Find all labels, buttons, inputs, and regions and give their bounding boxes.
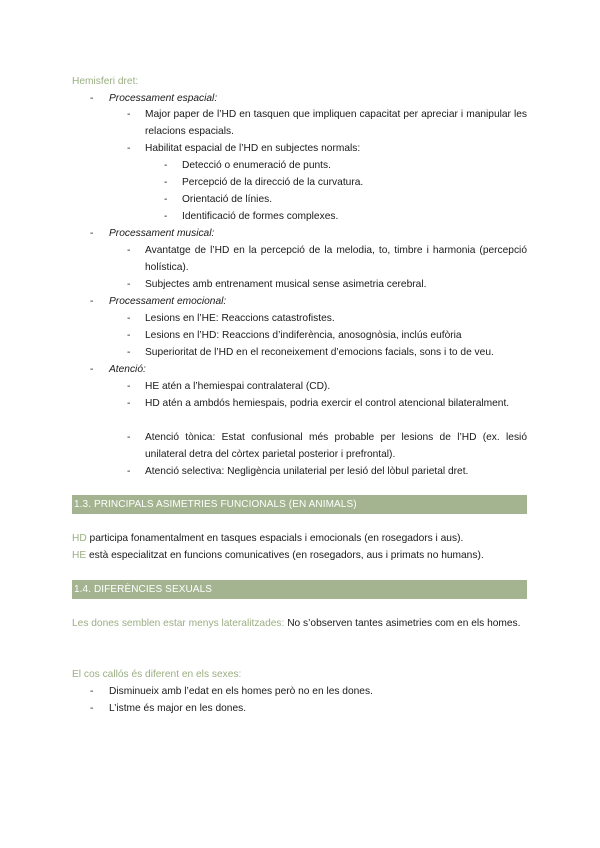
musical-item-2: Subjectes amb entrenament musical sense asimetria cerebral. [145,279,427,290]
lateralization-lead: Les dones semblen estar menys lateralitzades: [72,618,285,629]
attention-item-3: Atenció tònica: Estat confusional més probable per lesions de l’HD (ex. lesió unilateral detra del còrtex parietal posterior i prefrontal). [145,432,527,460]
animal-asymmetry-line-1 [72,532,463,545]
bullet-dash: - [90,703,94,714]
spatial-item-1: Major paper de l’HD en tasquen que impliquen capacitat per apreciar i manipular les relacions espacials. [145,109,527,137]
bullet-dash: - [127,143,131,154]
musical-item-1: Avantatge de l’HD en la percepció de la melodia, to, timbre i harmonia (percepció holística). [145,245,527,273]
hd-abbrev: HD [72,533,87,544]
emotional-item: Superioritat de l’HD en el reconeixement d’emocions facials, sons i to de veu. [145,347,494,358]
attention-item-1: HE atén a l’hemiespai contralateral (CD). [145,381,331,392]
emotional-item: Lesions en l’HD: Reaccions d’indiferència, anosognòsia, inclús eufòria [145,330,462,341]
attention-label: Atenció: [109,364,146,375]
section-heading-right-hemisphere: Hemisferi dret: [72,76,139,87]
spatial-processing-label: Processament espacial: [109,93,218,104]
bullet-dash: - [127,432,131,443]
bullet-dash: - [164,177,168,188]
musical-processing-label: Processament musical: [109,228,215,239]
hd-description: participa fonamentalment en tasques espacials i emocionals (en rosegadors i aus). [86,533,464,544]
bullet-dash: - [127,466,131,477]
lateralization-text: No s’observen tantes asimetries com en els homes. [284,618,521,629]
sex-differences-paragraph [72,615,527,632]
animal-asymmetry-line-2 [72,549,484,562]
bullet-dash: - [127,347,131,358]
he-description: està especialitzat en funcions comunicatives (en rosegadors, aus i primats no humans). [86,550,484,561]
emotional-item: Lesions en l’HE: Reaccions catastrofistes. [145,313,335,324]
section-bar-1-4: 1.4. DIFERÈNCIES SEXUALS [72,580,527,599]
bullet-dash: - [127,381,131,392]
emotional-processing-label: Processament emocional: [109,296,227,307]
bullet-dash: - [127,330,131,341]
bullet-dash: - [90,296,94,307]
bullet-dash: - [164,160,168,171]
bullet-dash: - [90,364,94,375]
bullet-dash: - [90,93,94,104]
spatial-subitem: Identificació de formes complexes. [182,211,339,222]
attention-item-4: Atenció selectiva: Negligència unilaterial per lesió del lòbul parietal dret. [145,466,469,477]
bullet-dash: - [90,228,94,239]
spatial-subitem: Percepció de la direcció de la curvatura. [182,177,364,188]
attention-item-2: HD atén a ambdós hemiespais, podria exercir el control atencional bilateralment. [145,398,510,409]
bullet-dash: - [127,245,131,256]
bullet-dash: - [127,313,131,324]
callosum-item: L’istme és major en les dones. [109,703,247,714]
bullet-dash: - [90,686,94,697]
bullet-dash: - [127,398,131,409]
bullet-dash: - [164,194,168,205]
callosum-item: Disminueix amb l’edat en els homes però no en les dones. [109,686,373,697]
section-bar-1-3: 1.3. PRINCIPALS ASIMETRIES FUNCIONALS (EN ANIMALS) [72,495,527,514]
spatial-subitem: Orientació de línies. [182,194,273,205]
bullet-dash: - [164,211,168,222]
bullet-dash: - [127,279,131,290]
he-abbrev: HE [72,550,87,561]
bullet-dash: - [127,109,131,120]
corpus-callosum-heading: El cos callós és diferent en els sexes: [72,669,242,680]
spatial-subitem: Detecció o enumeració de punts. [182,160,331,171]
spatial-item-2: Habilitat espacial de l’HD en subjectes normals: [145,143,361,154]
